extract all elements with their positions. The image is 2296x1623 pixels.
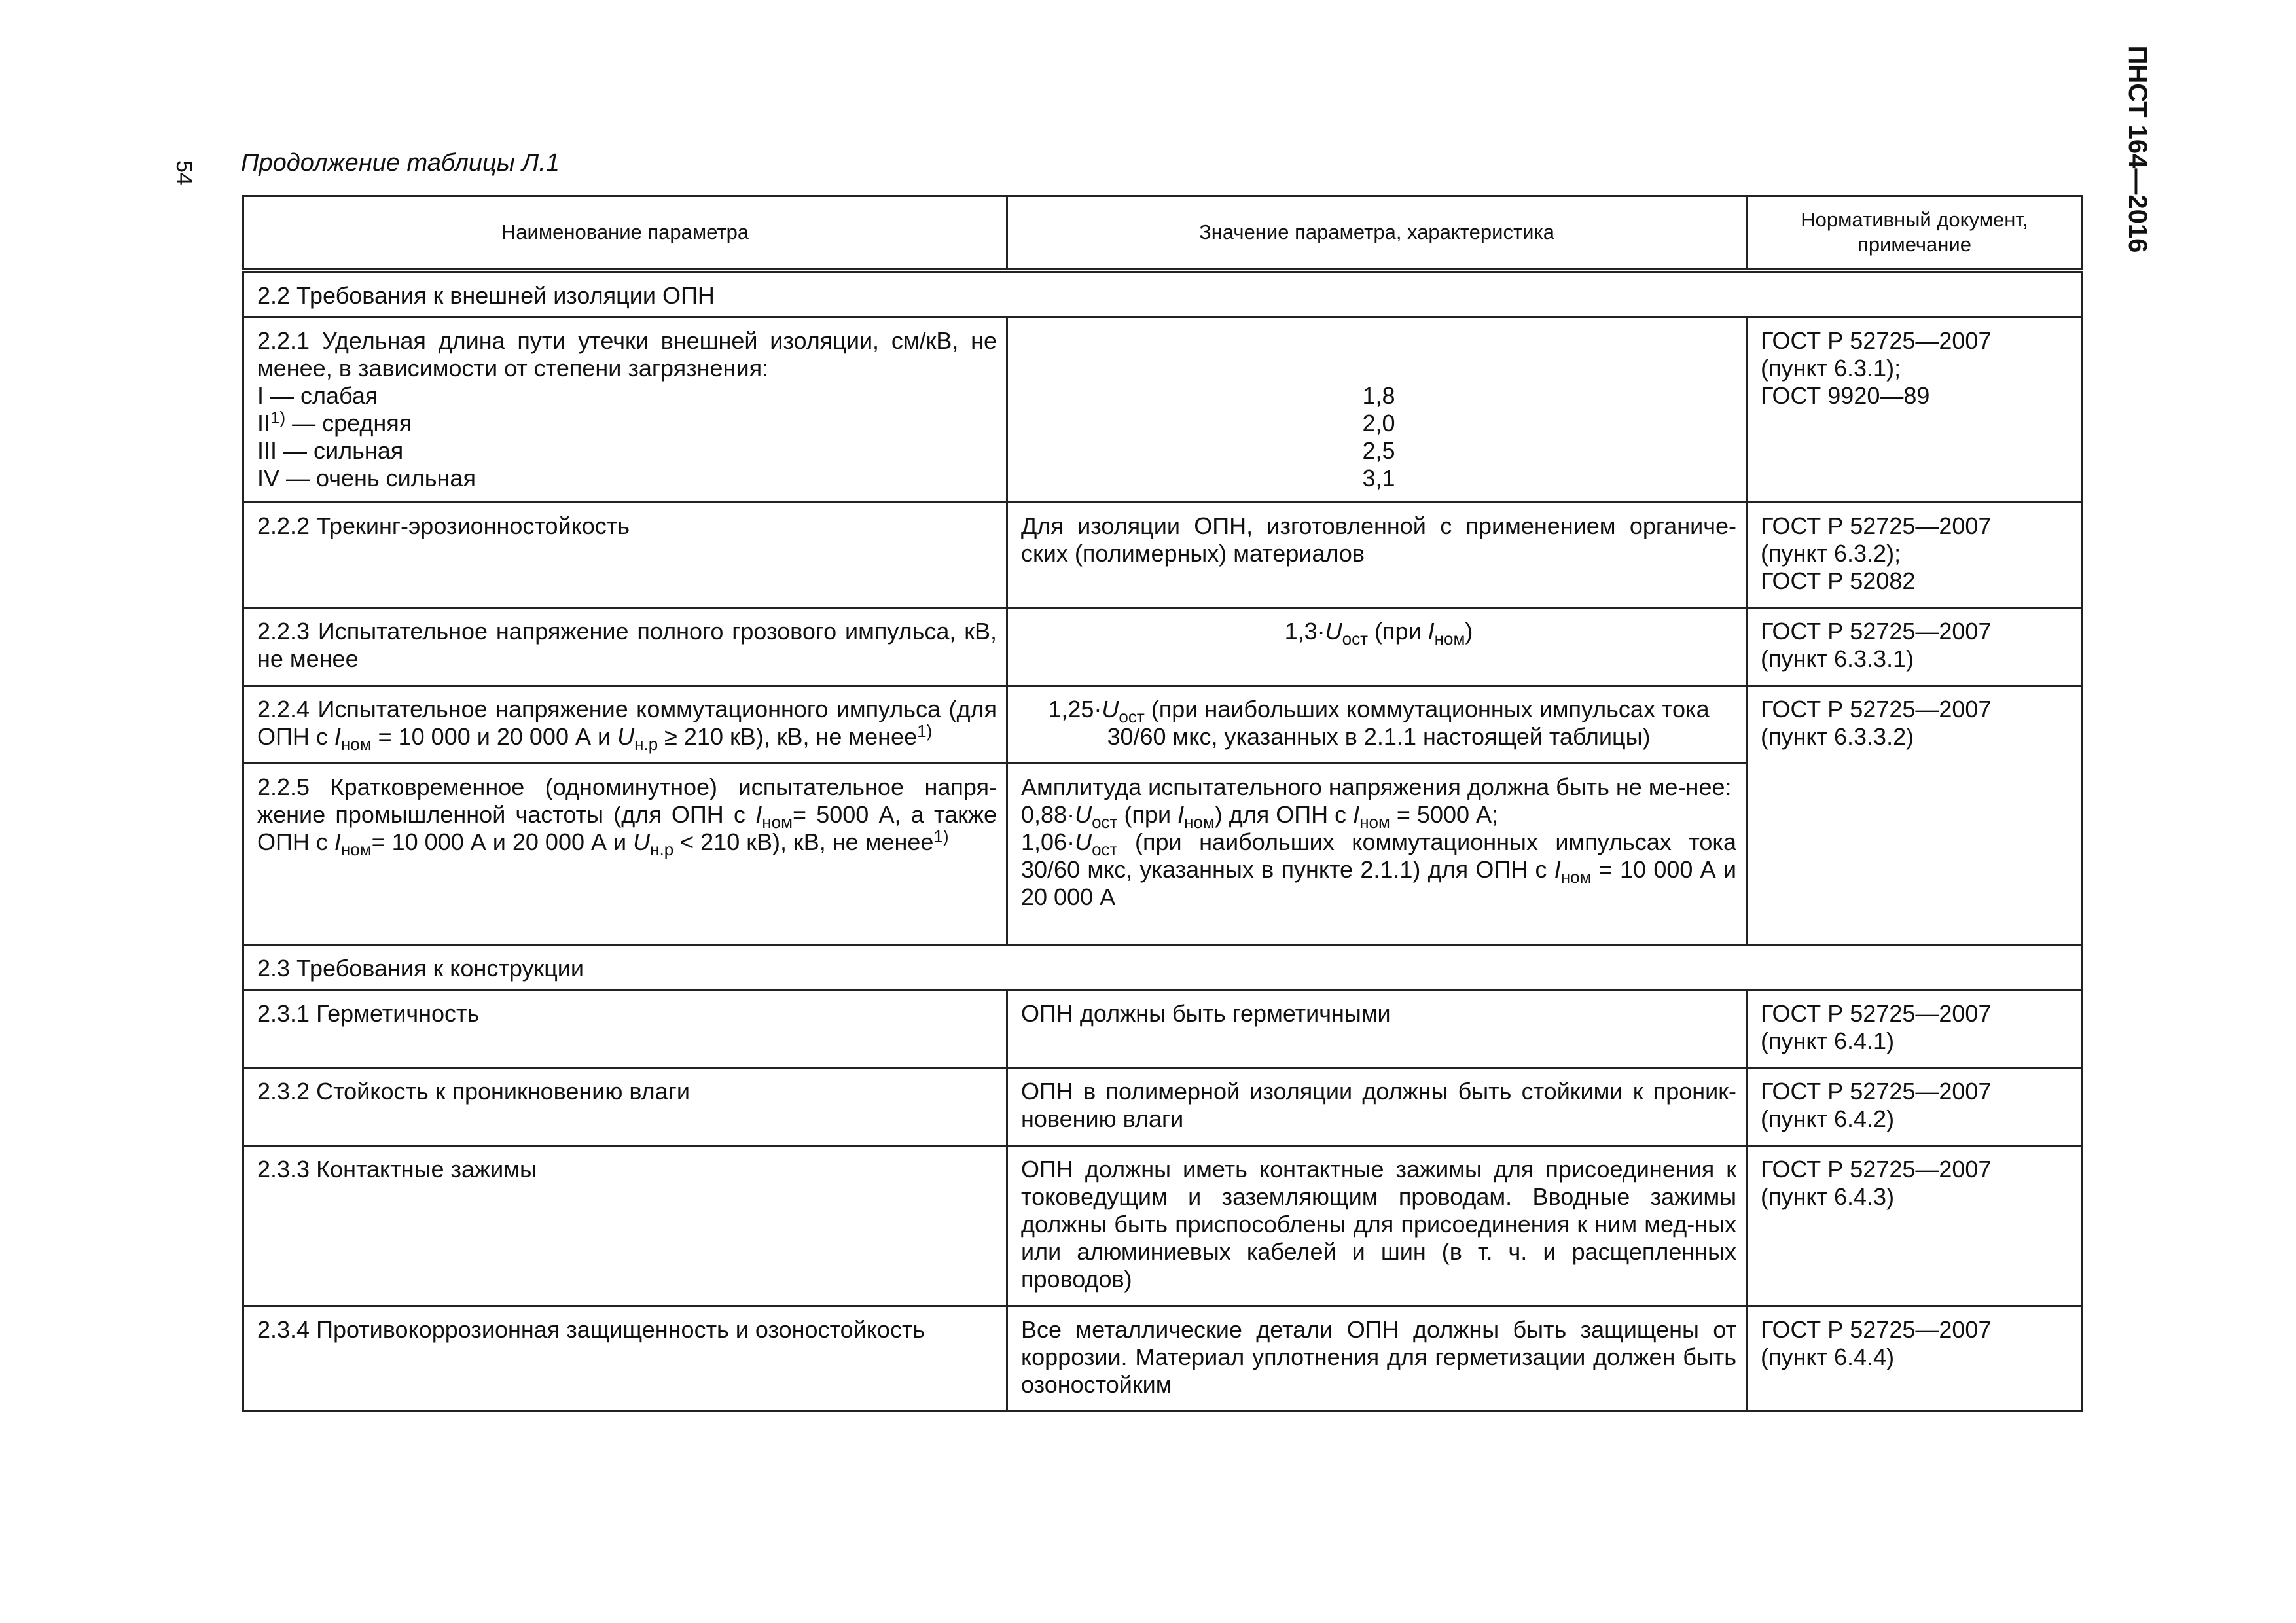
table-row <box>243 317 2083 503</box>
parameters-table <box>242 195 2083 1412</box>
value-cell: $1,3\cdot U_{ост}$ (при $I_{ном}$) <box>1007 608 1747 686</box>
normative-cell: ГОСТ Р 52725—2007 (пункт 6.4.4) <box>1747 1306 2083 1412</box>
value-cell <box>1007 317 1747 503</box>
parameter-text: 2.2.1 Удельная длина пути утечки внешней изоляции, см/кВ, не менее, в зависимости от степени загрязнения: <box>257 327 997 382</box>
table-row <box>243 608 2083 686</box>
document-code-text: ПНСТ 164—2016 <box>2123 45 2152 253</box>
normative-cell: ГОСТ Р 52725—2007 (пункт 6.3.3.1) <box>1747 608 2083 686</box>
section-title: 2.3 Требования к конструкции <box>243 945 2083 990</box>
table-row <box>243 1146 2083 1306</box>
value-cell: Все металлические детали ОПН должны быть защищены от коррозии. Материал уплотнения для герметизации должен быть озоностойким <box>1007 1306 1747 1412</box>
value-cell: Амплитуда испытательного напряжения должна быть не ме-нее: $0,88\cdot U_{ост}$ (при $I_{ном}$) для ОПН с $I_{ном} = 5000$ А; $1,06\cdot U_{ост}$ (при наибольших коммутационных импульсах тока 30/60 мкс, указанных в пункте 2.1.1) для ОПН с $I_{ном} = 10$ 000 А и 20 000 А <box>1007 764 1747 945</box>
pollution-level-3: III — сильная <box>257 437 404 464</box>
table-row <box>243 686 2083 764</box>
parameter-cell: 2.2.5 Кратковременное (одноминутное) испытательное напря-жение промышленной частоты (для ОПН с $I_{ном}= 5000$ А, а также ОПН с $I_{ном}= 10$ 000 А и 20 000 А и $U_{н.р} < 210$ кВ), кВ, не менее$^{1)}$ <box>243 764 1007 945</box>
table-row <box>243 503 2083 608</box>
value-cell: ОПН в полимерной изоляции должны быть стойкими к проник-новению влаги <box>1007 1068 1747 1146</box>
header-parameter-value: Значение параметра, характеристика <box>1007 196 1747 271</box>
footnote-mark: 1) <box>917 721 933 741</box>
header-normative-document: Нормативный документ, примечание <box>1747 196 2083 271</box>
footnote-mark: 1) <box>270 408 286 427</box>
parameter-cell: 2.3.2 Стойкость к проникновению влаги <box>243 1068 1007 1146</box>
value-cell: ОПН должны иметь контактные зажимы для присоединения к токоведущим и заземляющим проводам. Вводные зажимы должны быть приспособлены для присоединения к ним мед-ных или алюминиевых кабелей и шин (в т. ч. и расщепленных проводов) <box>1007 1146 1747 1306</box>
normative-cell: ГОСТ Р 52725—2007 (пункт 6.3.3.2) <box>1747 686 2083 945</box>
table-row <box>243 1068 2083 1146</box>
footnote-mark: 1) <box>933 827 949 846</box>
normative-cell: ГОСТ Р 52725—2007 (пункт 6.3.1); ГОСТ 9920—89 <box>1747 317 2083 503</box>
normative-cell: ГОСТ Р 52725—2007 (пункт 6.4.1) <box>1747 990 2083 1068</box>
parameter-cell: 2.3.1 Герметичность <box>243 990 1007 1068</box>
section-title: 2.2 Требования к внешней изоляции ОПН <box>243 270 2083 317</box>
normative-cell: ГОСТ Р 52725—2007 (пункт 6.3.2); ГОСТ Р 52082 <box>1747 503 2083 608</box>
parameter-cell: 2.2.3 Испытательное напряжение полного грозового импульса, кВ, не менее <box>243 608 1007 686</box>
parameter-cell <box>243 317 1007 503</box>
value-cell: Для изоляции ОПН, изготовленной с применением органиче-ских (полимерных) материалов <box>1007 503 1747 608</box>
pollution-level-4: IV — очень сильная <box>257 465 476 491</box>
parameter-cell: 2.3.4 Противокоррозионная защищенность и озоностойкость <box>243 1306 1007 1412</box>
header-parameter-name: Наименование параметра <box>243 196 1007 271</box>
value-cell: $1,25\cdot U_{ост}$ (при наибольших коммутационных импульсах тока 30/60 мкс, указанных в 2.1.1 настоящей таблицы) <box>1007 686 1747 764</box>
value-level-4: 3,1 <box>1362 465 1395 491</box>
parameter-cell: 2.2.2 Трекинг-эрозионностойкость <box>243 503 1007 608</box>
normative-cell: ГОСТ Р 52725—2007 (пункт 6.4.2) <box>1747 1068 2083 1146</box>
section-row-2-3 <box>243 945 2083 990</box>
value-level-3: 2,5 <box>1362 437 1395 464</box>
parameter-cell: 2.2.4 Испытательное напряжение коммутационного импульса (для ОПН с $I_{ном} = 10$ 000 и 20 000 А и $U_{н.р} \ge 210$ кВ), кВ, не менее$^{1)}$ <box>243 686 1007 764</box>
normative-cell: ГОСТ Р 52725—2007 (пункт 6.4.3) <box>1747 1146 2083 1306</box>
table-caption: Продолжение таблицы Л.1 <box>241 149 560 177</box>
table-row <box>243 990 2083 1068</box>
pollution-level-1: I — слабая <box>257 382 378 409</box>
value-level-1: 1,8 <box>1362 382 1395 409</box>
page-number: 54 <box>171 160 196 185</box>
parameter-cell: 2.3.3 Контактные зажимы <box>243 1146 1007 1306</box>
value-cell: ОПН должны быть герметичными <box>1007 990 1747 1068</box>
section-row-2-2 <box>243 270 2083 317</box>
table-row <box>243 1306 2083 1412</box>
pollution-level-2: II$^{1)}$ — средняя <box>257 408 412 437</box>
value-level-2: 2,0 <box>1362 410 1395 437</box>
table-header-row <box>243 196 2083 271</box>
